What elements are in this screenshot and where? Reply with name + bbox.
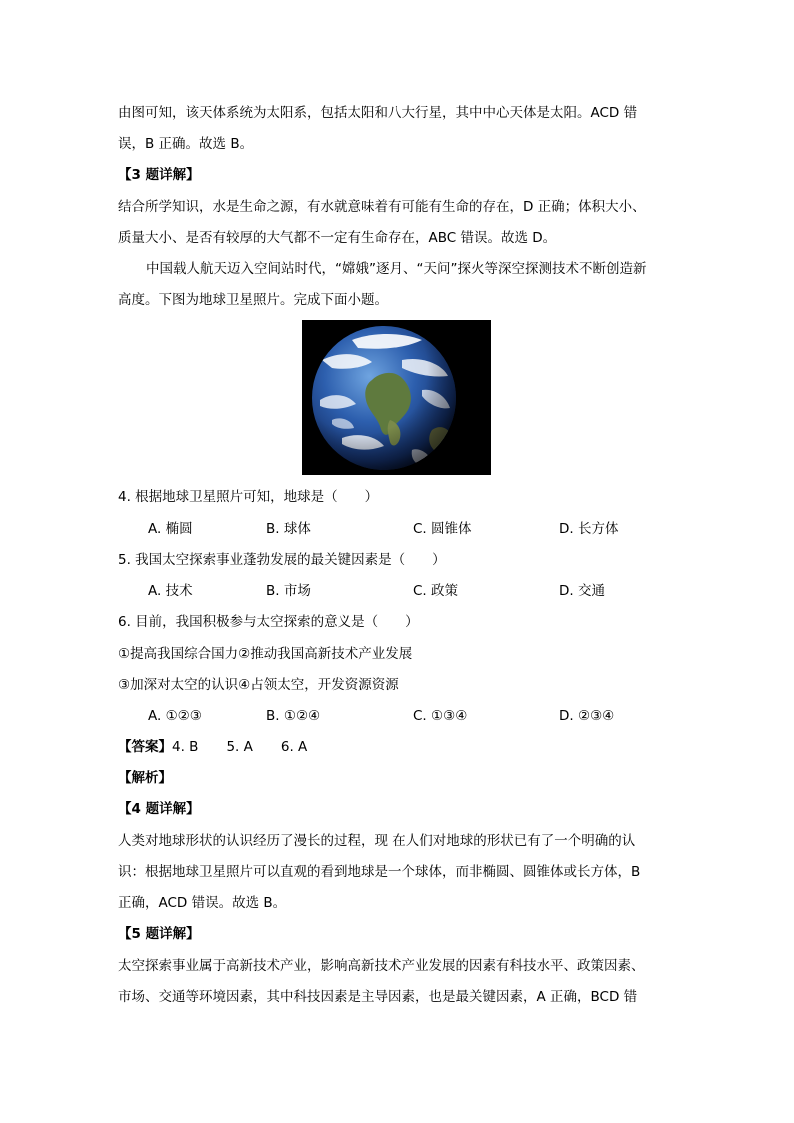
question-stem: 5. 我国太空探索事业蓬勃发展的最关键因素是（ ） <box>118 552 446 568</box>
option-a: A. 椭圆 <box>148 521 193 537</box>
option-c: C. 圆锥体 <box>413 521 472 537</box>
earth-satellite-photo <box>302 320 491 475</box>
earth-globe-icon <box>302 320 491 475</box>
text-line: 结合所学知识，水是生命之源，有水就意味着有可能有生命的存在，D 正确；体积大小、 <box>118 199 646 215</box>
analysis-heading: 【解析】 <box>118 770 172 786</box>
option-b: B. 球体 <box>266 521 311 537</box>
text-line: 质量大小、是否有较厚的大气都不一定有生命存在，ABC 错误。故选 D。 <box>118 230 557 246</box>
text-line: 识：根据地球卫星照片可以直观的看到地球是一个球体，而非椭圆、圆锥体或长方体，B <box>118 864 641 880</box>
text-line: 太空探索事业属于高新技术产业，影响高新技术产业发展的因素有科技水平、政策因素、 <box>118 958 645 974</box>
text-line: 市场、交通等环境因素，其中科技因素是主导因素，也是最关键因素，A 正确，BCD 错 <box>118 989 638 1005</box>
answer-4: 4. B <box>172 739 199 755</box>
answer-label: 【答案】 <box>118 739 172 755</box>
answer-line <box>118 738 307 756</box>
question-stem: 4. 根据地球卫星照片可知，地球是（ ） <box>118 489 379 505</box>
option-d: D. 长方体 <box>559 521 619 537</box>
intro-text: 中国载人航天迈入空间站时代，“嫦娥”逐月、“天问”探火等深空探测技术不断创造新 <box>146 261 647 277</box>
question-stem: 6. 目前，我国积极参与太空探索的意义是（ ） <box>118 614 419 630</box>
statement-list: ③加深对太空的认识④占领太空，开发资源资源 <box>118 677 399 693</box>
option-a: A. 技术 <box>148 583 193 599</box>
option-a: A. ①②③ <box>148 708 202 724</box>
q3-detail-heading: 【3 题详解】 <box>118 167 200 183</box>
statement-list: ①提高我国综合国力②推动我国高新技术产业发展 <box>118 646 413 662</box>
text-line: 人类对地球形状的认识经历了漫长的过程，现 在人们对地球的形状已有了一个明确的认 <box>118 833 636 849</box>
option-d: D. ②③④ <box>559 708 615 724</box>
answer-6: 6. A <box>280 739 308 755</box>
option-b: B. 市场 <box>266 583 311 599</box>
q5-detail-heading: 【5 题详解】 <box>118 926 200 942</box>
intro-text: 高度。下图为地球卫星照片。完成下面小题。 <box>118 292 388 308</box>
option-c: C. 政策 <box>413 583 459 599</box>
option-b: B. ①②④ <box>266 708 321 724</box>
option-c: C. ①③④ <box>413 708 468 724</box>
text-line: 正确，ACD 错误。故选 B。 <box>118 895 287 911</box>
text-line: 误，B 正确。故选 B。 <box>118 136 254 152</box>
option-d: D. 交通 <box>559 583 605 599</box>
text-line: 由图可知，该天体系统为太阳系，包括太阳和八大行星，其中中心天体是太阳。ACD 错 <box>118 105 638 121</box>
answer-5: 5. A <box>226 739 253 755</box>
q4-detail-heading: 【4 题详解】 <box>118 801 200 817</box>
